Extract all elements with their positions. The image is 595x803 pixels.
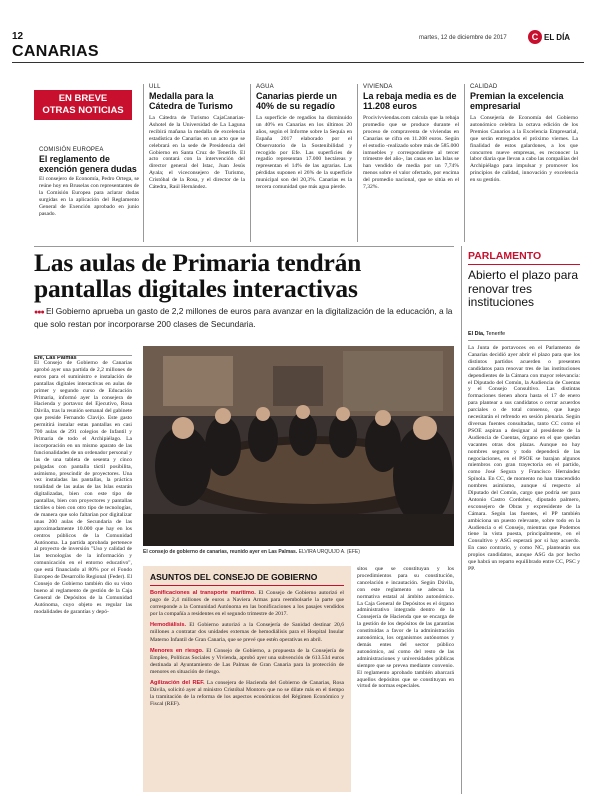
main-subhead bbox=[34, 306, 454, 329]
logo-badge-icon: C bbox=[528, 30, 542, 44]
brief-1-kicker: COMISIÓN EUROPEA bbox=[39, 147, 104, 153]
council-item-4-lead: Agilización del REF. bbox=[150, 680, 205, 687]
council-item-2 bbox=[150, 622, 344, 643]
brief-2-headline: Medalla para la Cátedra de Turismo bbox=[149, 91, 233, 111]
brief-4-body: Procivivviendas.com calcula que la rebaja promedio que se produce durante el proceso de compraventa de viviendas en Canarias se cifra en 11.208 euros. Según el estudio -realizado sobre más de 585.000 inmuebles y correspondiente al tercer trimestre del año-, las casas en las Islas se han vendido de media por un 7,74% menos sobre el valor ofertado, por encima del promedio nacional, que se sitúa en el 7,32%. bbox=[363, 115, 459, 191]
logo-text: EL DÍA bbox=[544, 32, 571, 42]
main-headline bbox=[34, 250, 454, 302]
briefs-box-title-1: EN BREVE bbox=[58, 93, 108, 104]
meeting-photo bbox=[143, 346, 454, 546]
brief-4 bbox=[363, 84, 459, 191]
byline-text: Efe, Las Palmas bbox=[34, 355, 77, 361]
brief-3-kicker: AGUA bbox=[256, 84, 274, 90]
brief-5 bbox=[470, 84, 578, 184]
brief-2 bbox=[149, 84, 245, 191]
brief-3 bbox=[256, 84, 352, 191]
council-item-1 bbox=[150, 590, 344, 618]
brief-5-headline: Premian la excelencia empresarial bbox=[470, 91, 564, 111]
photo-caption-text: El consejo de gobierno de canarias, reunido ayer en Las Palmas. bbox=[143, 549, 298, 555]
divider bbox=[250, 84, 251, 242]
section-title: CANARIAS bbox=[12, 43, 99, 60]
divider bbox=[464, 84, 465, 242]
council-item-2-text: El Gobierno autorizó a la Consejería de Sanidad destinar 20,6 millones a contratar dos unidades externas de hemodiálisis para el Hospital Insular Materno Infantil de Gran Canaria, que se prevé que estén operativas en abril. bbox=[150, 622, 344, 643]
council-item-1-lead: Bonificaciones al transporte marítimo. bbox=[150, 590, 256, 596]
brief-3-body: La superficie de regadíos ha disminuido un 40% en Canarias en los últimos 20 años, según el Informe sobre la Sequía en España 2017 elaborado por el Observatorio de la Sostenibilidad y recogido por Efe. Las superficies de regadío representan 17.000 hectáreas y representan el 14% de las agrarias. Las pérdidas suponen el 26% de la superficie municipal son del 20,3%. Canarias es la tercera comunidad que más agua pierde. bbox=[256, 115, 352, 191]
header-rule bbox=[12, 62, 584, 63]
parlamento-byline-outlet: El Día, bbox=[468, 331, 485, 337]
council-item-3-lead: Menores en riesgo. bbox=[150, 647, 204, 654]
council-item-4-text: La consejera de Hacienda del Gobierno de Canarias, Rosa Dávila, solicitó ayer al ministro Cristóbal Montoro que no se dilate más en el tiempo la tramitación de la reforma de los aspectos económicos del Régimen Económico y Fiscal (REF). bbox=[150, 680, 344, 708]
parlamento-section: PARLAMENTO bbox=[468, 250, 542, 262]
brief-2-body: La Cátedra de Turismo CajaCanarias-Ashotel de la Universidad de La Laguna recibirá mañana la medalla de excelencia estadística de Canarias en un acto que se celebrará en la sede de Presidencia del Gobierno en Santa Cruz de Tenerife. El acto contará con la intervención del director general del Istac, Juan Jesús Ayala; el viceconsejero de Turismo, Cristóbal de la Rosa, y el director de la Cátedra, Raúl Hernández. bbox=[149, 115, 245, 191]
logo bbox=[528, 30, 570, 44]
brief-1-headline: El reglamento de exención genera dudas bbox=[39, 154, 137, 174]
photo-caption bbox=[143, 549, 454, 555]
main-subhead-text: El Gobierno aprueba un gasto de 2,2 millones de euros para avanzar en la digitalización de la educación, a la que solo restan por incorporarse 200 clases de Secundaria. bbox=[34, 306, 453, 329]
council-item-2-lead: Hemodiálisis. bbox=[150, 622, 187, 629]
briefs-box bbox=[34, 90, 132, 120]
photo-credit: ELVIRA URQUIJO A. (EFE) bbox=[298, 549, 360, 555]
council-affairs-box bbox=[143, 566, 351, 792]
council-item-3-text: El Consejo de Gobierno, a propuesta de la Consejería de Empleo, Políticas Sociales y Vivienda, aprobó ayer una subvención de 613.534 euros destinada al Ayuntamiento de Las Palmas de Gran Canaria para la protección de menores en situación de riesgo. bbox=[150, 647, 344, 675]
meeting-photo-image bbox=[143, 346, 454, 546]
brief-4-headline: La rebaja media es de 11.208 euros bbox=[363, 91, 457, 111]
brief-1 bbox=[39, 147, 139, 217]
briefs-bottom-rule bbox=[34, 246, 454, 247]
parlamento-rule bbox=[468, 264, 580, 265]
main-col1-body: El Consejo de Gobierno de Canarias aprobó ayer una partida de 2,2 millones de euros para el suministro e instalación de pantallas digitales interactivas en aulas de primer y segundo curso de Educación Primaria, informó ayer la consejera de Hacienda y portavoz del Ejecutivo, Rosa Dávila, tras la reunión semanal del gabinete que preside Fernando Clavijo. Este gasto permitirá instalar estas pantallas en casi 700 aulas de 291 colegios de Infantil y Primaria de todo el Archipiélago. La incorporación en un mismo aparato de las funcionalidades de un ordenador personal y las de una tableta de sesenta y cinco pulgadas con pantalla táctil posibilita, asimismo, prescindir de proyectores. Una vez instaladas las pantallas, la práctica totalidad de las aulas de las Islas estarán digitalizadas, bien con este tipo de pantallas, bien con proyectores y pantallas táctiles o bien con otro tipo de tecnologías, de manera que solo faltarían por digitalizar unas 200 aulas de Secundaria de las aproximadamente 10.000 que hay en los centros públicos de la Comunidad Autónoma. La partida aprobada pertenece al proyecto de inversión "Uso y calidad de las tecnologías de la información y comunicación en el entorno educativo", que está financiado al 80% por el Fondo Europeo de Desarrollo Regional (Feder). El Consejo de Gobierno también dio su visto bueno al reglamento de gestión de la Caja General de Depósitos de la Comunidad Autónoma, cuyo objeto es regular las modalidades de garantías y depó- bbox=[34, 360, 132, 615]
brief-1-body: El consejero de Economía, Pedro Ortega, se reúne hoy en Bruselas con representantes de la Comisión Europea para aclarar dudas surgidas en la aplicación del Reglamento General de Exención aprobado en junio pasado. bbox=[39, 176, 139, 217]
header-date: martes, 12 de diciembre de 2017 bbox=[419, 35, 507, 41]
brief-4-kicker: VIVIENDA bbox=[363, 84, 393, 90]
council-item-4 bbox=[150, 680, 344, 708]
page-number: 12 bbox=[12, 31, 24, 42]
briefs-box-title-2: OTRAS NOTICIAS bbox=[42, 105, 124, 116]
divider bbox=[461, 246, 462, 794]
parlamento-byline-rule bbox=[468, 340, 580, 341]
parlamento-byline-place: Tenerife bbox=[485, 331, 506, 337]
main-headline-line-2: pantallas digitales interactivas bbox=[34, 274, 358, 303]
divider bbox=[357, 84, 358, 242]
council-item-3 bbox=[150, 648, 344, 676]
divider bbox=[143, 84, 144, 242]
main-col3-body: sitos que se constituyan y los procedimientos para su constitución, cancelación e incautación. Según Dávila, con este reglamento se adecua la normativa estatal al ámbito autonómico. La Caja General de Depósitos es el órgano administrativo integrado dentro de la Consejería de Hacienda que se encarga de la gestión de los depósitos de las garantías constituidas a favor de la administración autonómica, los organismos autónomos y demás entes del sector público autonómico, así como del resto de las administraciones y universidades públicas siempre que se prevea mediante convenio. El reglamento aprobado también abarcará aquellos depósitos que se constituyan en virtud de normas especiales. bbox=[357, 566, 454, 690]
brief-5-kicker: CALIDAD bbox=[470, 84, 498, 90]
bullet-dots-icon: ●●● bbox=[34, 309, 44, 316]
council-affairs-title: ASUNTOS DEL CONSEJO DE GOBIERNO bbox=[150, 572, 344, 586]
brief-5-body: La Consejería de Economía del Gobierno autonómico celebra la octava edición de los Premios Canarios a la Excelencia Empresarial, que serán entregados el próximo viernes. La finalidad de estos galardones, a los que concurren nueve empresas, es reconocer la labor diaria que llevan a cabo las compañías del Archipiélago para impulsar y promover los principios de calidad, innovación y excelencia en su gestión. bbox=[470, 115, 578, 184]
brief-2-kicker: ULL bbox=[149, 84, 161, 90]
parlamento-body: La Junta de portavoces en el Parlamento de Canarias decidió ayer abrir el plazo para que los distintos partidos acuerden o presenten candidatos para renovar tres de las instituciones dependientes de la Cámara con mayor relevancia: el Diputado del Común, la Audiencia de Cuentas y el Consejo Consultivo. Las distintas formaciones tienen ahora hasta el 17 de enero para plantear a sus candidatos o cerrar acuerdos parciales o de total consenso, que luego necesitarán el refrendo en sesión plenaria. Según diversas fuentes consultadas, tanto CC como el PSOE aspiran a designar al presidente de la Audiencia de Cuentas, órgano en el que quedan vacantes otras dos plazas. Aunque no hay nombres seguros y todo dependerá de las negociaciones, en el PSOE se barajan algunos miembros con gran trayectoria en el partido, como José Segura y Francisco Hernández Spínola. En CC, de momento no han trascendido nombres asimismo, aunque sí respecto al Diputado del Común, cargo que podría ser para Antonio Castro Cordobez, diputado palmero, exconsejero de Obras y expresidente de la Cámara. Según las fuentes, el PP también ambiciona un puesto relevante, sobre todo en la Audiencia o el Consejo, mientras que Podemos tiene la vista puesta, principalmente, en el Consultivo y ASG esperará por si hay acuerdo. En caso contrario, y como NC, plantearán sus propios candidatos, aunque ASG da por hecho que habrá un reparto equilibrado entre CC, PSC y PP. bbox=[468, 345, 580, 572]
brief-3-headline: Canarias pierde un 40% de su regadío bbox=[256, 91, 338, 111]
council-item-1-text: El Consejo de Gobierno autorizó el pago de 2,4 millones de euros a Naviera Armas para reembolsarle la parte que corresponde a la Comunidad Autónoma en las bonificaciones a los pasajes vendidos por la compañía a residentes en el segundo trimestre de 2017. bbox=[150, 590, 344, 618]
parlamento-byline bbox=[468, 331, 580, 337]
main-headline-line-1: Las aulas de Primaria tendrán bbox=[34, 248, 362, 277]
parlamento-headline: Abierto el plazo para renovar tres instituciones bbox=[468, 268, 579, 309]
byline-rule bbox=[34, 355, 132, 356]
